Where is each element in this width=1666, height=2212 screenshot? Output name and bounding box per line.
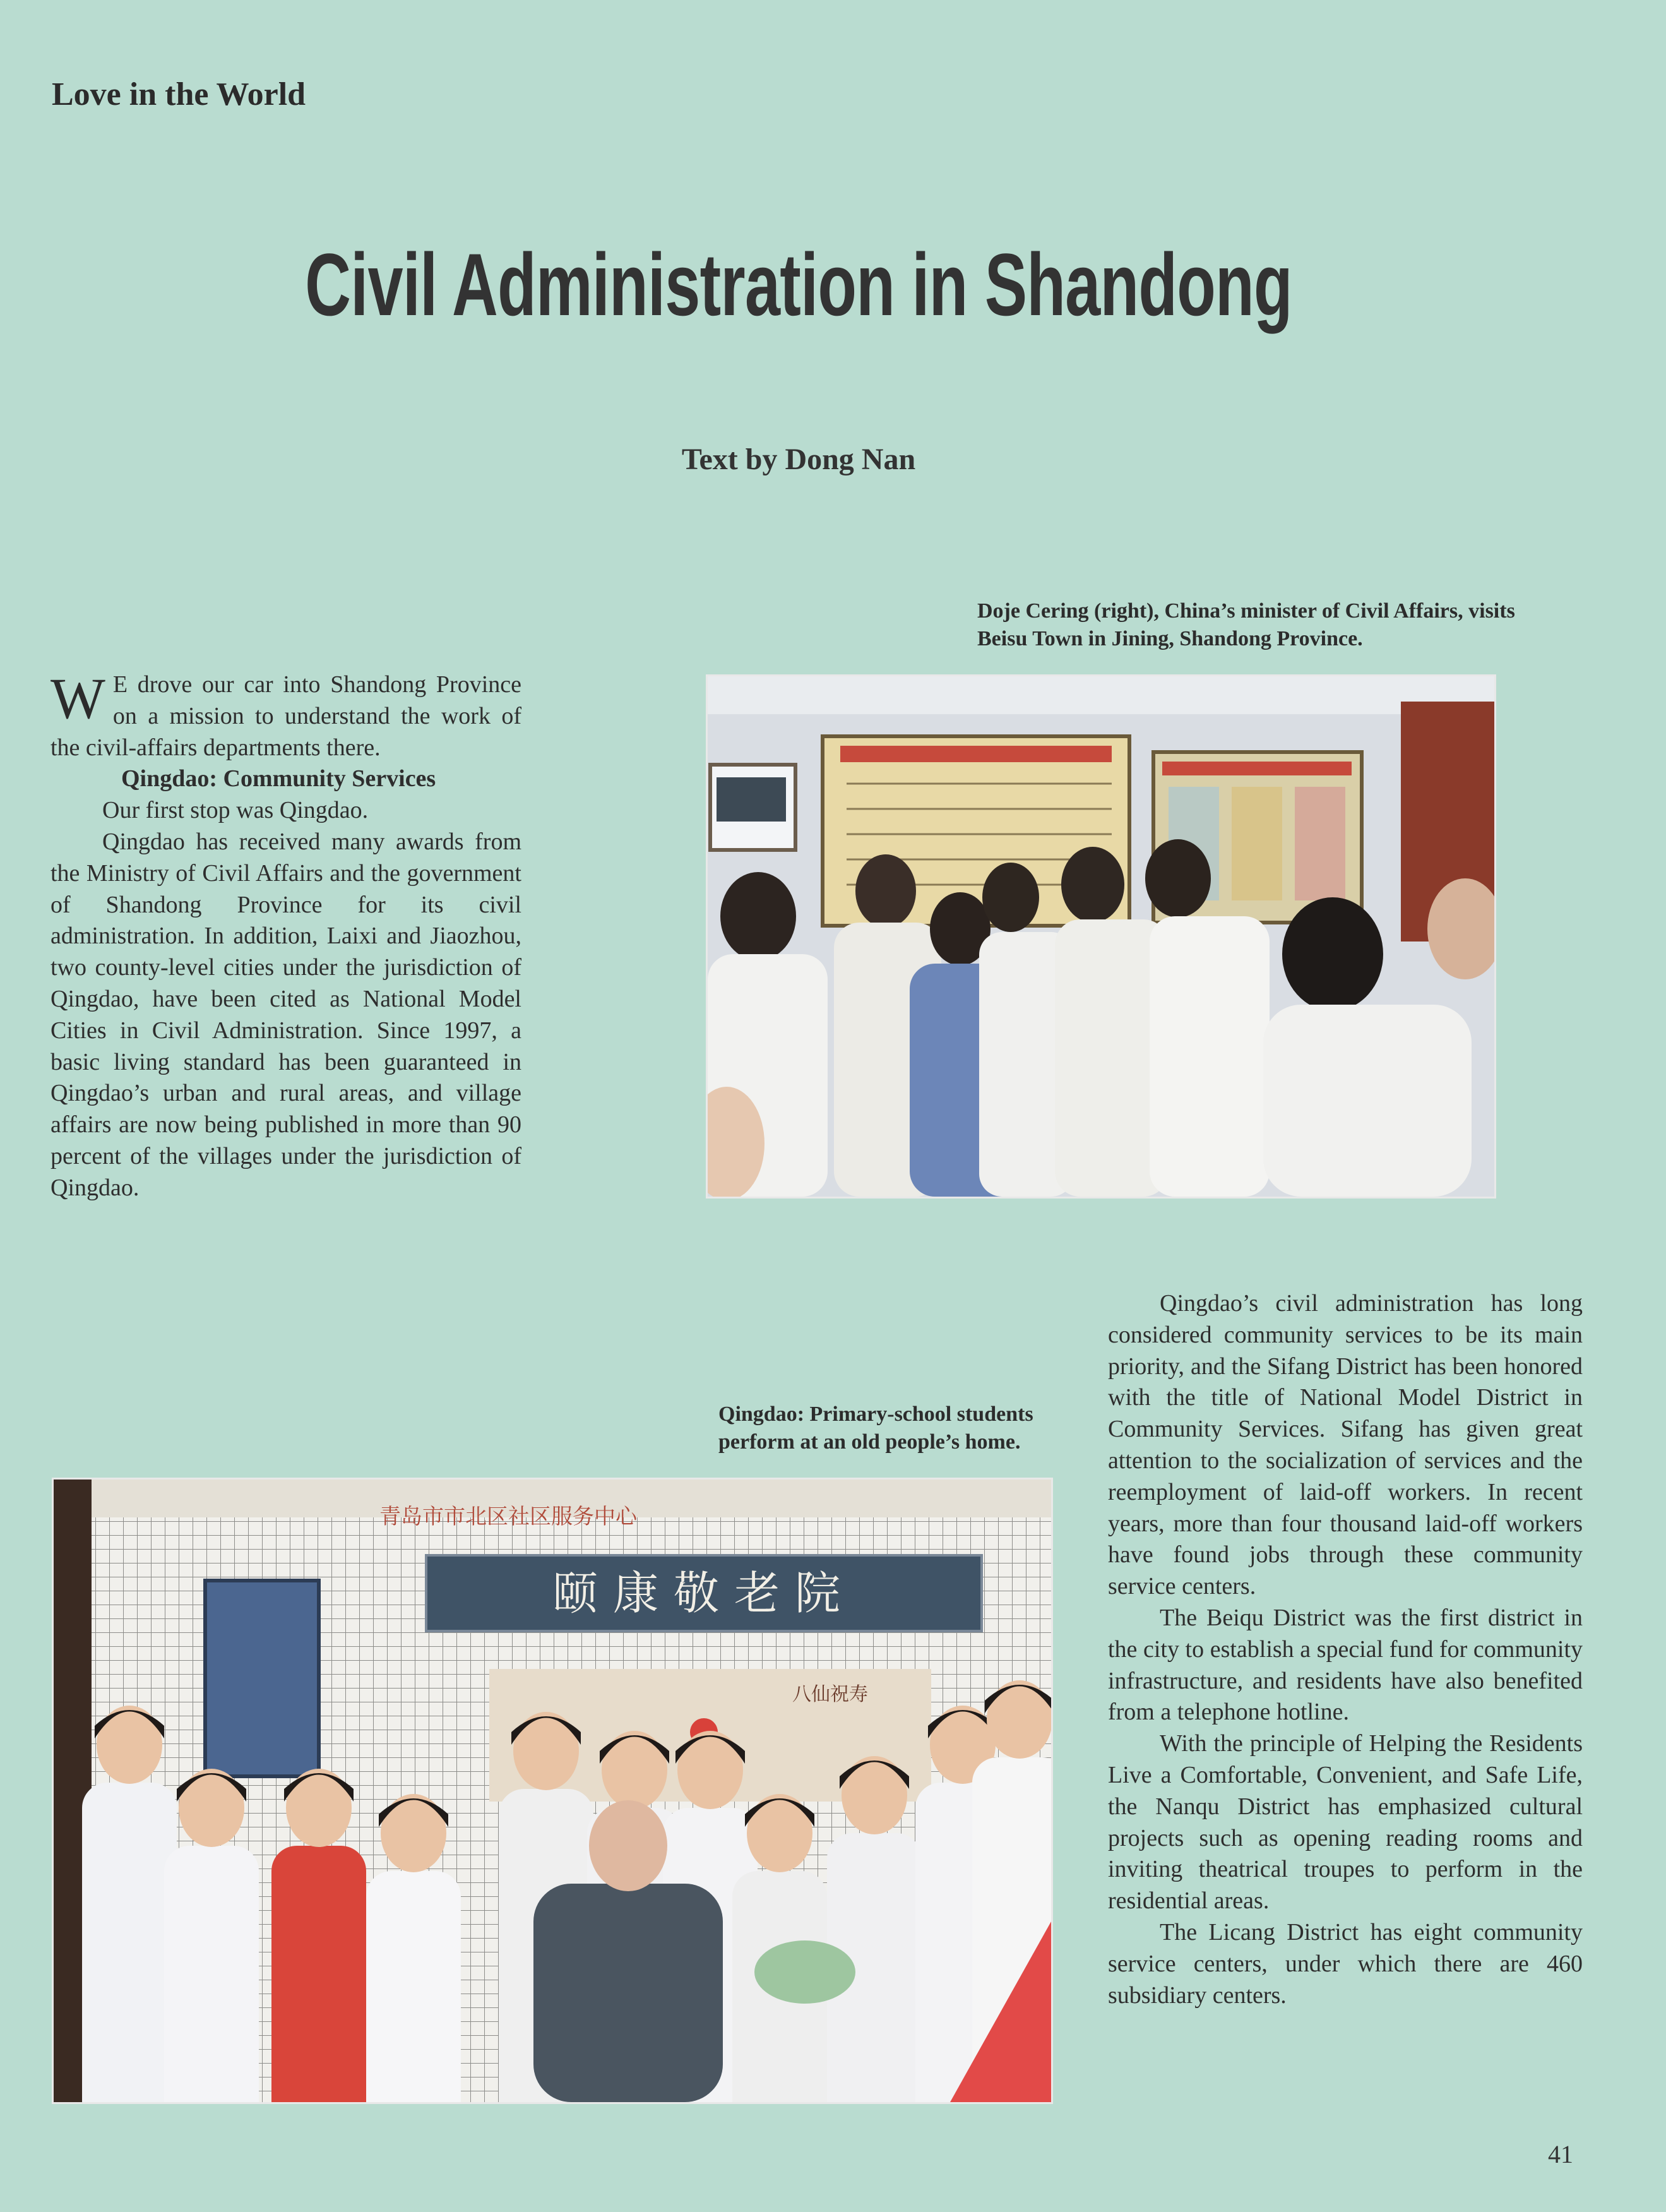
section-label: Love in the World [52,76,306,112]
intro-text: E drove our car into Shandong Province on a mission to understand the work of the civil-affairs departments there. [51,671,521,761]
section-subhead: Qingdao: Community Services [121,765,436,792]
body-paragraph: Qingdao’s civil administration has long considered community services to be its main priority, and the Sifang District has been honored with the title of National Model District in Community Services. Sifang has given great attention to the socialization of services and the reemployment of laid-off workers. In recent years, more than four thousand laid-off workers have found jobs through these community service centers. [1108,1290,1583,1600]
photo-mural-text: 八仙祝寿 [792,1683,868,1706]
photo-window [205,1581,319,1776]
body-paragraph: Our first stop was Qingdao. [102,797,369,824]
photo-students-performance [52,1478,1053,2104]
students-photo-illustration [54,1480,1051,2102]
photo-child-body [164,1846,259,2102]
page-number: 41 [1548,2140,1573,2168]
photo-top-sign: 青岛市市北区社区服务中心 [379,1504,637,1529]
photo-child-body [271,1846,366,2102]
photo-caption-2: Qingdao: Primary-school students perform at an old people’s home. [718,1402,1033,1454]
body-paragraph: With the principle of Helping the Residents Live a Comfortable, Convenient, and Safe Life, the Nanqu District has emphasized cultural projects such as opening reading rooms and inviting theatrical troupes to perform in the residential areas. [1108,1730,1583,1915]
photo-caption-1: Doje Cering (right), China’s minister of Civil Affairs, visits Beisu Town in Jining, Shandong Province. [977,599,1515,650]
photo-child-body [82,1783,177,2102]
photo-green-ribbon [754,1940,855,2004]
article-column-left [51,666,521,1204]
photo-elder-face [589,1800,667,1891]
article-column-right [1108,1288,1583,2011]
body-paragraph: The Licang District has eight community service centers, under which there are 460 subsidiary centers. [1108,1918,1583,2009]
intro-paragraph [51,666,521,763]
photo-elder-body [533,1884,723,2102]
body-paragraph: Qingdao has received many awards from the Ministry of Civil Affairs and the government of Shandong Province for its civil administration. In addition, Laixi and Jiaozhou, two county-level cities under the jurisdiction of Qingdao, have been cited as National Model Cities in Civil Administration. Since 1997, a basic living standard has been guaranteed in Qingdao’s urban and rural areas, and village affairs are now being published in more than 90 percent of the villages under the jurisdiction of Qingdao. [51,828,521,1201]
photo-name-sign-text: 颐康敬老院 [552,1567,856,1620]
drop-cap: W [51,666,105,731]
officials-photo-illustration [708,676,1494,1197]
photo-child-body [366,1871,461,2102]
byline: Text by Dong Nan [681,443,916,476]
article-title: Civil Administration in Shandong [305,235,1292,334]
body-paragraph: The Beiqu District was the first district in the city to establish a special fund for community infrastructure, and residents have also benefited from a telephone hotline. [1108,1604,1583,1726]
photo-officials-visit [706,674,1496,1199]
